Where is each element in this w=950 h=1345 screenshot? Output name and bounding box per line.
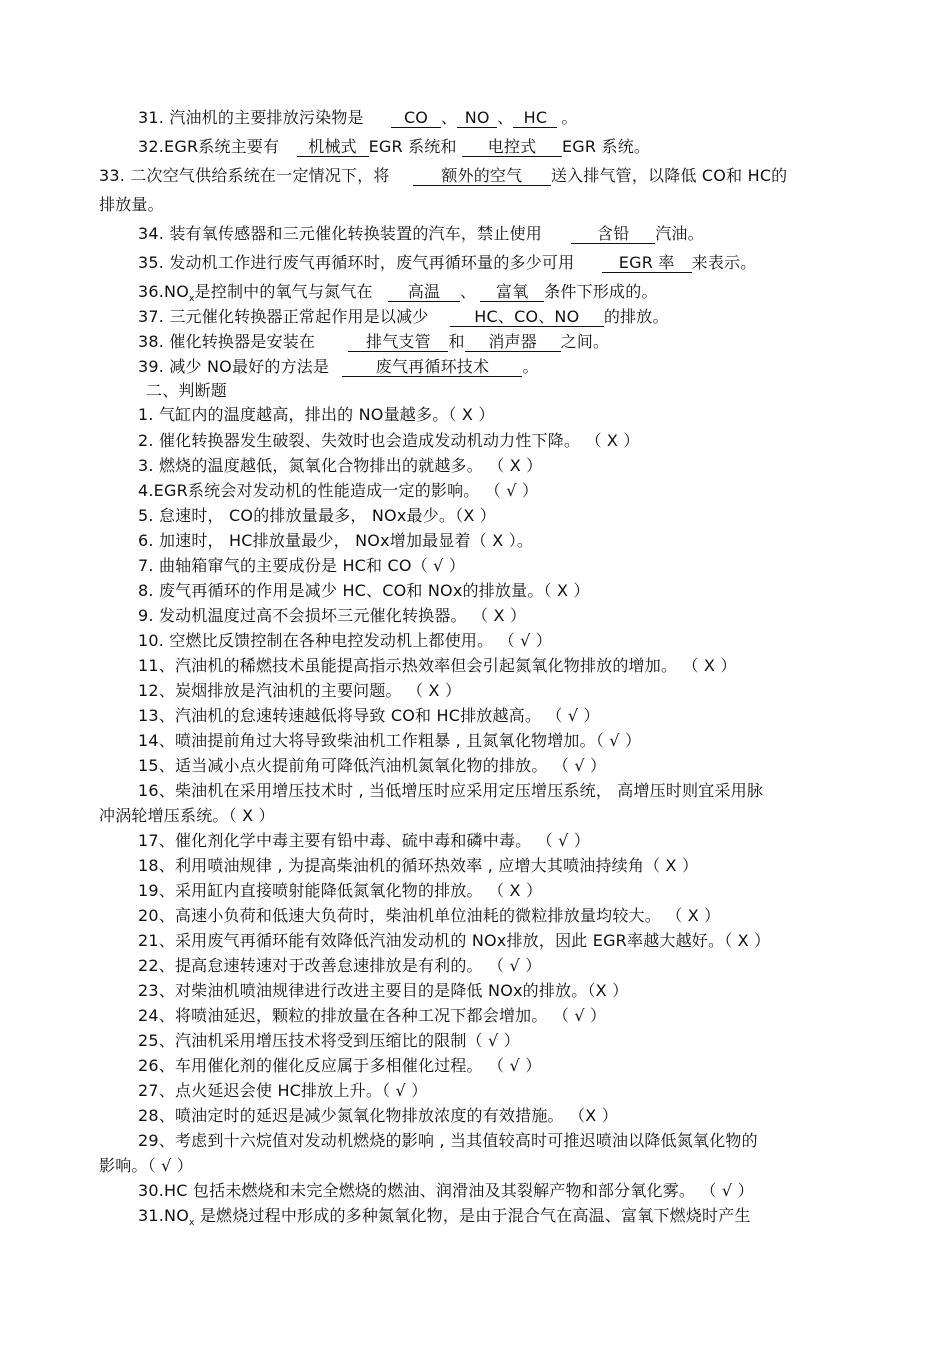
judge-item: 9. 发动机温度过高不会损坏三元催化转换器。 （ X ）	[138, 606, 527, 625]
question-33-continued: 排放量。	[99, 195, 164, 214]
judge-item: 23、对柴油机喷油规律进行改进主要目的是降低 NOx的排放。（X ）	[138, 981, 629, 1000]
question-text: 31. 汽油机的主要排放污染物是	[138, 108, 364, 127]
subscript: x	[189, 294, 195, 305]
answer-blank: 额外的空气	[413, 167, 551, 186]
question-32	[138, 137, 650, 157]
question-text: 35. 发动机工作进行废气再循环时，废气再循环量的多少可用	[138, 253, 575, 272]
question-text: 34. 装有氧传感器和三元催化转换装置的汽车，禁止使用	[138, 224, 542, 243]
separator: 、	[441, 108, 458, 127]
question-text: 最好的方法是	[231, 357, 330, 376]
answer-blank: 电控式	[462, 138, 562, 157]
question-text: 39. 减少 NO	[138, 357, 232, 376]
question-text: 。	[522, 357, 539, 376]
judge-item: 20、高速小负荷和低速大负荷时，柴油机单位油耗的微粒排放量均较大。 （ X ）	[138, 906, 721, 925]
judge-item-prefix: 31.NO	[138, 1206, 190, 1225]
question-text: 38. 催化转换器是安装在	[138, 332, 316, 351]
judge-item-continued: 冲涡轮增压系统。（ X ）	[99, 806, 275, 825]
judge-item: 7. 曲轴箱窜气的主要成份是 HC和 CO（ √ ）	[138, 556, 466, 575]
judge-item: 4.EGR系统会对发动机的性能造成一定的影响。 （ √ ）	[138, 481, 539, 500]
question-text: EGR 系统和	[368, 137, 457, 156]
question-text: 36.NO	[138, 282, 190, 301]
subscript: x	[189, 1218, 195, 1229]
answer-blank: NO	[457, 109, 497, 128]
judge-item: 19、采用缸内直接喷射能降低氮氧化物的排放。 （ X ）	[138, 881, 543, 900]
judge-item: 8. 废气再循环的作用是减少 HC、CO和 NOx的排放量。（ X ）	[138, 581, 590, 600]
judge-item: 2. 催化转换器发生破裂、失效时也会造成发动机动力性下降。 （ X ）	[138, 431, 640, 450]
judge-item: 12、炭烟排放是汽油机的主要问题。 （ X ）	[138, 681, 462, 700]
section-title: 二、判断题	[146, 381, 228, 400]
question-text: 条件下形成的。	[544, 282, 658, 301]
question-text: 33. 二次空气供给系统在一定情况下，将	[99, 166, 390, 185]
answer-blank: EGR 率	[602, 254, 692, 273]
question-text: 之间。	[560, 332, 610, 351]
answer-blank: CO	[391, 109, 441, 128]
question-text: 。	[561, 108, 578, 127]
question-text: 是控制中的氧气与氮气在	[194, 282, 373, 301]
separator: 、	[460, 282, 477, 301]
question-text: 37. 三元催化转换器正常起作用是以减少	[138, 307, 429, 326]
judge-item: 10. 空燃比反馈控制在各种电控发动机上都使用。 （ √ ）	[138, 631, 552, 650]
question-text: 的排放。	[603, 307, 669, 326]
judge-item: 11、汽油机的稀燃技术虽能提高指示热效率但会引起氮氧化物排放的增加。 （ X ）	[138, 656, 737, 675]
question-text: 送入排气管，以降低 CO和 HC的	[550, 166, 788, 185]
question-text: EGR 系统。	[562, 137, 651, 156]
judge-item: 18、利用喷油规律 , 为提高柴油机的循环热效率 , 应增大其喷油持续角（ X ）	[138, 856, 699, 875]
judge-item: 22、提高怠速转速对于改善怠速排放是有利的。 （ √ ）	[138, 956, 542, 975]
judge-item: 6. 加速时， HC排放量最少， NOx增加最显着（ X ）。	[138, 531, 534, 550]
judge-item: 28、喷油定时的延迟是减少氮氧化物排放浓度的有效措施。 （X ）	[138, 1106, 618, 1125]
judge-item-continued: 影响。（ √ ）	[99, 1156, 193, 1175]
answer-blank: HC、CO、NO	[450, 308, 604, 327]
answer-blank: HC	[513, 109, 557, 128]
judge-item: 21、采用废气再循环能有效降低汽油发动机的 NOx排放，因此 EGR率越大越好。（ X ）	[138, 931, 771, 950]
answer-blank: 排气支管	[348, 333, 448, 352]
question-34	[138, 224, 704, 244]
answer-blank: 富氧	[480, 283, 544, 302]
question-38	[138, 332, 609, 352]
answer-blank: 废气再循环技术	[342, 358, 522, 377]
answer-blank: 消声器	[465, 333, 561, 352]
judge-item-text: 是燃烧过程中形成的多种氮氧化物，是由于混合气在高温、富氧下燃烧时产生	[199, 1206, 751, 1225]
judge-item: 29、考虑到十六烷值对发动机燃烧的影响 , 当其值较高时可推迟喷油以降低氮氧化物的	[138, 1131, 758, 1150]
question-39	[138, 357, 539, 377]
question-text: 来表示。	[691, 253, 757, 272]
judge-item: 5. 怠速时， CO的排放量最多， NOx最少。（X ）	[138, 506, 496, 525]
question-37	[138, 307, 669, 327]
judge-item: 13、汽油机的怠速转速越低将导致 CO和 HC排放越高。 （ √ ）	[138, 706, 600, 725]
question-text: 32.EGR系统主要有	[138, 137, 280, 156]
judge-item: 26、车用催化剂的催化反应属于多相催化过程。 （ √ ）	[138, 1056, 542, 1075]
judge-item: 30.HC 包括未燃烧和未完全燃烧的燃油、润滑油及其裂解产物和部分氧化雾。 （ √ ）	[138, 1181, 754, 1200]
question-33	[99, 166, 787, 186]
judge-item: 25、汽油机采用增压技术将受到压缩比的限制（ √ ）	[138, 1031, 520, 1050]
answer-blank: 机械式	[297, 138, 369, 157]
judge-item: 27、点火延迟会使 HC排放上升。（ √ ）	[138, 1081, 428, 1100]
question-text: 汽油。	[655, 224, 704, 243]
judge-item: 14、喷油提前角过大将导致柴油机工作粗暴 , 且氮氧化物增加。（ √ ）	[138, 731, 642, 750]
question-36	[138, 282, 658, 309]
separator: 、	[497, 108, 514, 127]
judge-item: 1. 气缸内的温度越高，排出的 NO量越多。（ X ）	[138, 405, 495, 424]
judge-item: 15、适当减小点火提前角可降低汽油机氮氧化物的排放。 （ √ ）	[138, 756, 607, 775]
question-31	[138, 108, 578, 128]
question-35	[138, 253, 756, 273]
answer-blank: 高温	[388, 283, 460, 302]
question-text: 和	[448, 332, 465, 351]
judge-item: 24、将喷油延迟，颗粒的排放量在各种工况下都会增加。 （ √ ）	[138, 1006, 607, 1025]
judge-item: 16、柴油机在采用增压技术时 , 当低增压时应采用定压增压系统， 高增压时则宜采用脉	[138, 781, 764, 800]
judge-item: 17、催化剂化学中毒主要有铅中毒、硫中毒和磷中毒。 （ √ ）	[138, 831, 591, 850]
judge-item	[138, 1206, 751, 1233]
judge-item: 3. 燃烧的温度越低，氮氧化合物排出的就越多。 （ X ）	[138, 456, 543, 475]
answer-blank: 含铅	[571, 225, 655, 244]
